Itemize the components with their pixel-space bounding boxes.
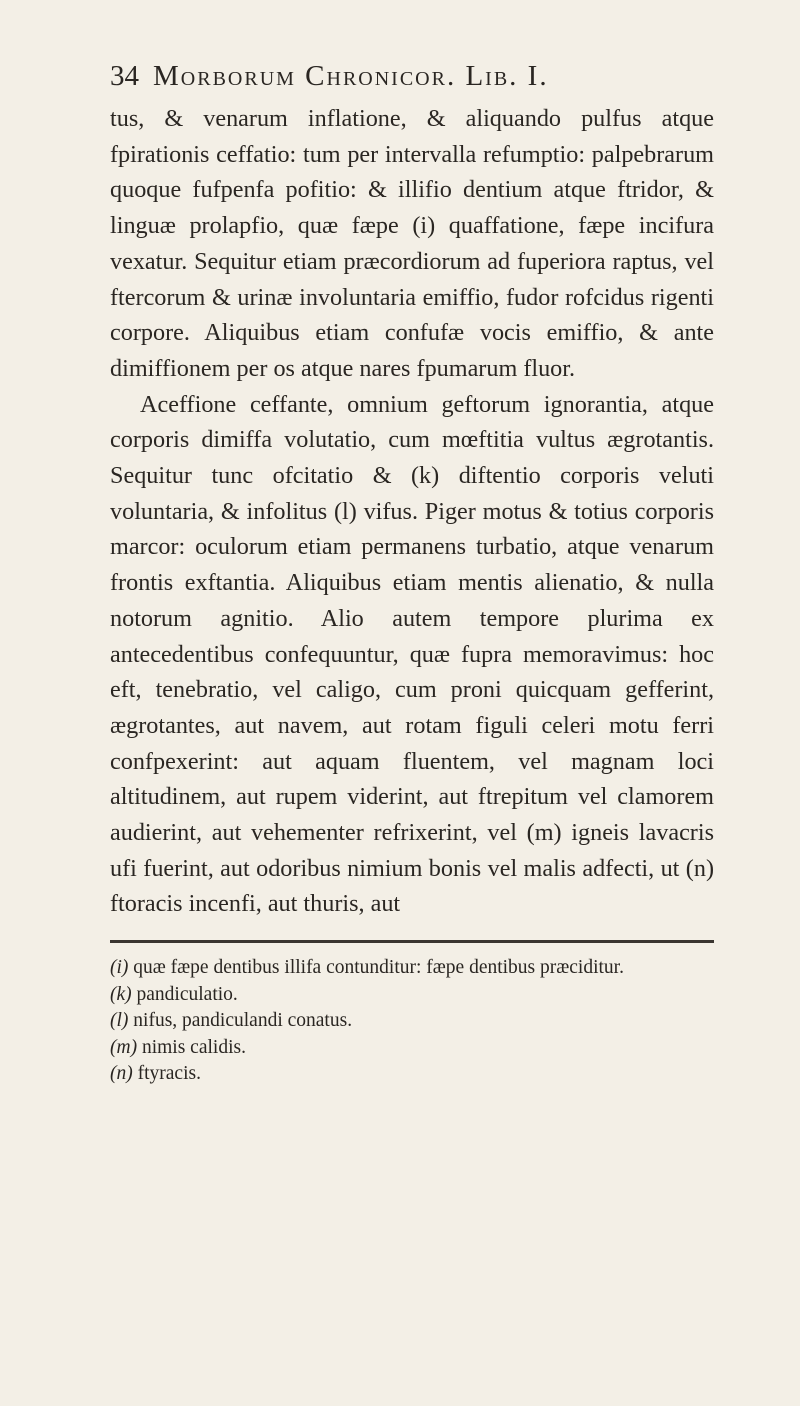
page-number: 34: [110, 60, 139, 92]
footnote-text: quæ fæpe dentibus illifa contunditur: fæpe dentibus præciditur.: [128, 957, 624, 979]
footnote-n: [110, 1061, 714, 1088]
footnote-i: [110, 955, 714, 982]
footnote-rule: [110, 940, 714, 943]
running-title: Morborum Chronicor. Lib. I.: [153, 60, 549, 92]
footnote-m: [110, 1035, 714, 1062]
footnote-k: [110, 982, 714, 1009]
paragraph-2: Aceffione ceffante, omnium geftorum ignorantia, atque corporis dimiffa volutatio, cum mœftitia vultus ægrotantis. Sequitur tunc ofcitatio & (k) diftentio corporis veluti voluntaria, & infolitus (l) vifus. Piger motus & totius corporis marcor: oculorum etiam permanens turbatio, atque venarum frontis exftantia. Aliquibus etiam mentis alienatio, & nulla notorum agnitio. Alio autem tempore plurima ex antecedentibus confequuntur, quæ fupra memoravimus: hoc eft, tenebratio, vel caligo, cum proni quicquam gefferint, ægrotantes, aut navem, aut rotam figuli celeri motu ferri confpexerint: aut aquam fluentem, vel magnam loci altitudinem, aut rupem viderint, aut ftrepitum vel clamorem audierint, aut vehementer refrixerint, vel (m) igneis lavacris ufi fuerint, aut odoribus nimium bonis vel malis adfecti, ut (n) ftoracis incenfi, aut thuris, aut: [110, 390, 714, 918]
running-head: [110, 60, 714, 93]
footnote-text: nifus, pandiculandi conatus.: [128, 1010, 353, 1032]
footnotes: [110, 955, 714, 1088]
footnote-mark: (n): [110, 1063, 133, 1085]
footnote-mark: (l): [110, 1010, 129, 1032]
footnote-text: pandiculatio.: [131, 983, 238, 1005]
paragraph-1: tus, & venarum inflatione, & aliquando pulfus atque fpirationis ceffatio: tum per intervalla refumptio: palpebrarum quoque fufpenfa pofitio: & illifio dentium atque ftridor, & linguæ prolapfio, quæ fæpe (i) quaffatione, fæpe incifura vexatur. Sequitur etiam præcordiorum ad fuperiora raptus, vel ftercorum & urinæ involuntaria emiffio, fudor rofcidus rigenti corpore. Aliquibus etiam confufæ vocis emiffio, & ante dimiffionem per os atque nares fpumarum fluor.: [110, 105, 714, 382]
footnote-text: ftyracis.: [132, 1063, 201, 1085]
footnote-mark: (m): [110, 1036, 138, 1058]
footnote-l: [110, 1008, 714, 1035]
footnote-mark: (i): [110, 957, 129, 979]
main-text: [110, 101, 714, 922]
footnote-mark: (k): [110, 983, 132, 1005]
footnote-text: nimis calidis.: [137, 1036, 246, 1058]
